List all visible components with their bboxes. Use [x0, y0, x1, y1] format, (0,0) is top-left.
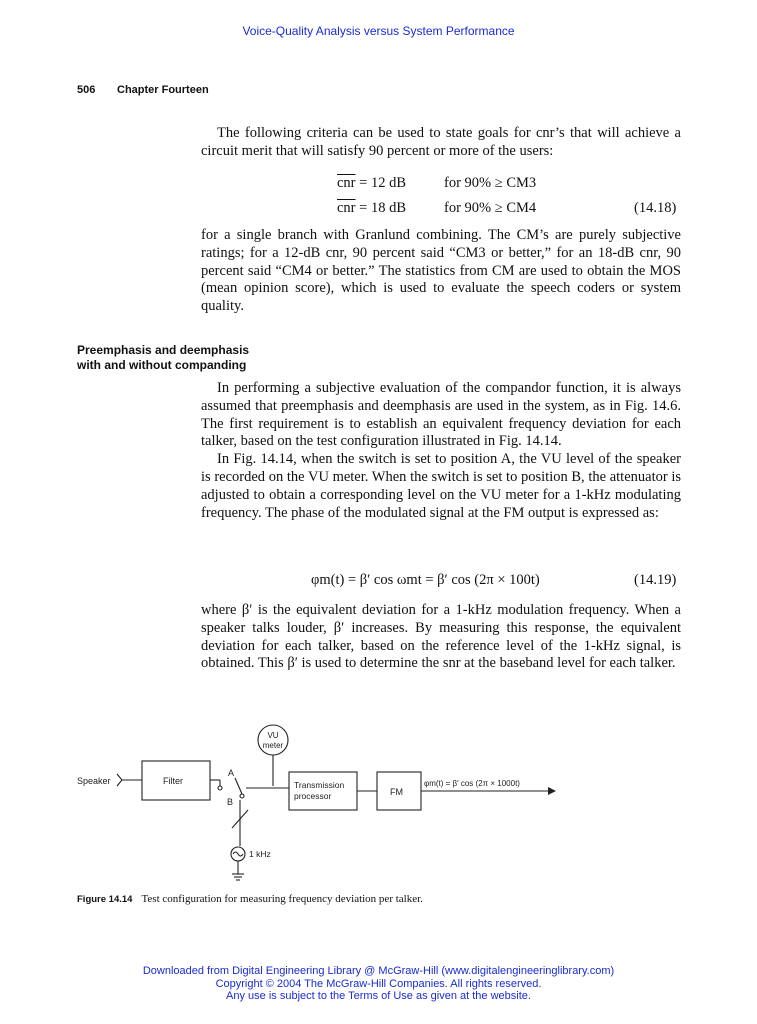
osc-label: 1 kHz [249, 849, 271, 859]
intro-paragraph [201, 125, 681, 161]
chapter-title: Chapter Fourteen [117, 84, 209, 96]
equation-14-18-line1 [337, 175, 406, 192]
equation-14-19: φm(t) = β′ cos ωmt = β′ cos (2π × 100t) [311, 572, 540, 588]
tx-label-2: processor [294, 791, 332, 801]
para-2: In Fig. 14.14, when the switch is set to position A, the VU level of the speaker is recorded on the VU meter. When the switch is set to position B, the attenuator is adjusted to obtain a corresponding level on the VU meter for a 1-kHz modulating frequency. The phase of the modulated signal at the FM output is expressed as: [201, 451, 681, 521]
eq2-value: = 18 dB [359, 200, 406, 216]
equation-14-18-line2 [337, 200, 406, 217]
eq1-cnr: $\overline{cnr}$ [337, 175, 356, 191]
vu-label-2: meter [262, 741, 284, 750]
running-head: Voice-Quality Analysis versus System Performance [242, 24, 515, 38]
figure-14-14-diagram [70, 720, 570, 890]
tx-label-1: Transmission [294, 780, 345, 790]
speaker-arrow [117, 774, 122, 786]
caption-label: Figure 14.14 [77, 894, 133, 905]
eq1-condition: for 90% ≥ CM3 [444, 175, 537, 191]
switch-position-b: B [227, 797, 234, 807]
switch-arm [235, 778, 242, 794]
compandor-paragraphs [201, 380, 681, 522]
filter-label: Filter [163, 776, 183, 786]
cm-text: for a single branch with Granlund combining. The CM’s are purely subjective ratings; for a 12-dB cnr, 90 percent said “CM3 or better,” for an 18-dB cnr, 90 percent said “CM4 or better.” The statistics from CM are used to obtain the MOS (mean opinion score), which is used to evaluate the speech coders or system quality. [201, 227, 681, 315]
footer-copyright: Copyright © 2004 The McGraw-Hill Companies. All rights reserved. [215, 977, 542, 990]
section-heading [77, 343, 277, 373]
output-label: φm(t) = β′ cos (2π × 1000t) [424, 779, 520, 788]
footer-download-link[interactable]: Downloaded from Digital Engineering Library @ McGraw-Hill (www.digitalengineeringlibrary.com) [142, 965, 615, 977]
figure-caption [77, 893, 423, 905]
beta-paragraph [201, 602, 681, 673]
cm-paragraph [201, 227, 681, 316]
caption-text: Test configuration for measuring frequency deviation per talker. [141, 893, 423, 905]
switch-position-a: A [228, 768, 235, 778]
vu-label-1: VU [267, 731, 279, 740]
speaker-label: Speaker [77, 776, 111, 786]
intro-text: The following criteria can be used to state goals for cnr’s that will achieve a circuit merit that will satisfy 90 percent or more of the users: [201, 125, 681, 159]
equation-number-14-19: (14.19) [634, 572, 677, 588]
output-arrowhead [548, 787, 556, 795]
para-1: In performing a subjective evaluation of the compandor function, it is always assumed that preemphasis and deemphasis are used in the system, as in Fig. 14.6. The first requirement is to establish an equivalent frequency deviation for each talker, based on the test configuration illustrated in Fig. 14.14. [201, 380, 681, 450]
fm-label: FM [390, 787, 403, 797]
para-3: where β′ is the equivalent deviation for a 1-kHz modulation frequency. When a speaker talks louder, β′ increases. By measuring this response, the equivalent deviation for each talker, based on the reference level of the 1-kHz signal, is obtained. This β′ is used to determine the snr at the baseband level for each talker. [201, 602, 681, 672]
eq2-cnr: $\overline{cnr}$ [337, 200, 356, 216]
page-number: 506 [77, 84, 96, 96]
equation-number-14-18: (14.18) [634, 200, 677, 216]
footer [0, 965, 757, 1003]
eq2-condition: for 90% ≥ CM4 [444, 200, 537, 216]
vu-meter [258, 725, 288, 755]
heading-line-1: Preemphasis and deemphasis [77, 343, 250, 357]
eq1-value: = 12 dB [359, 175, 406, 191]
footer-terms: Any use is subject to the Terms of Use as given at the website. [226, 990, 531, 1002]
heading-line-2: with and without companding [77, 358, 247, 372]
